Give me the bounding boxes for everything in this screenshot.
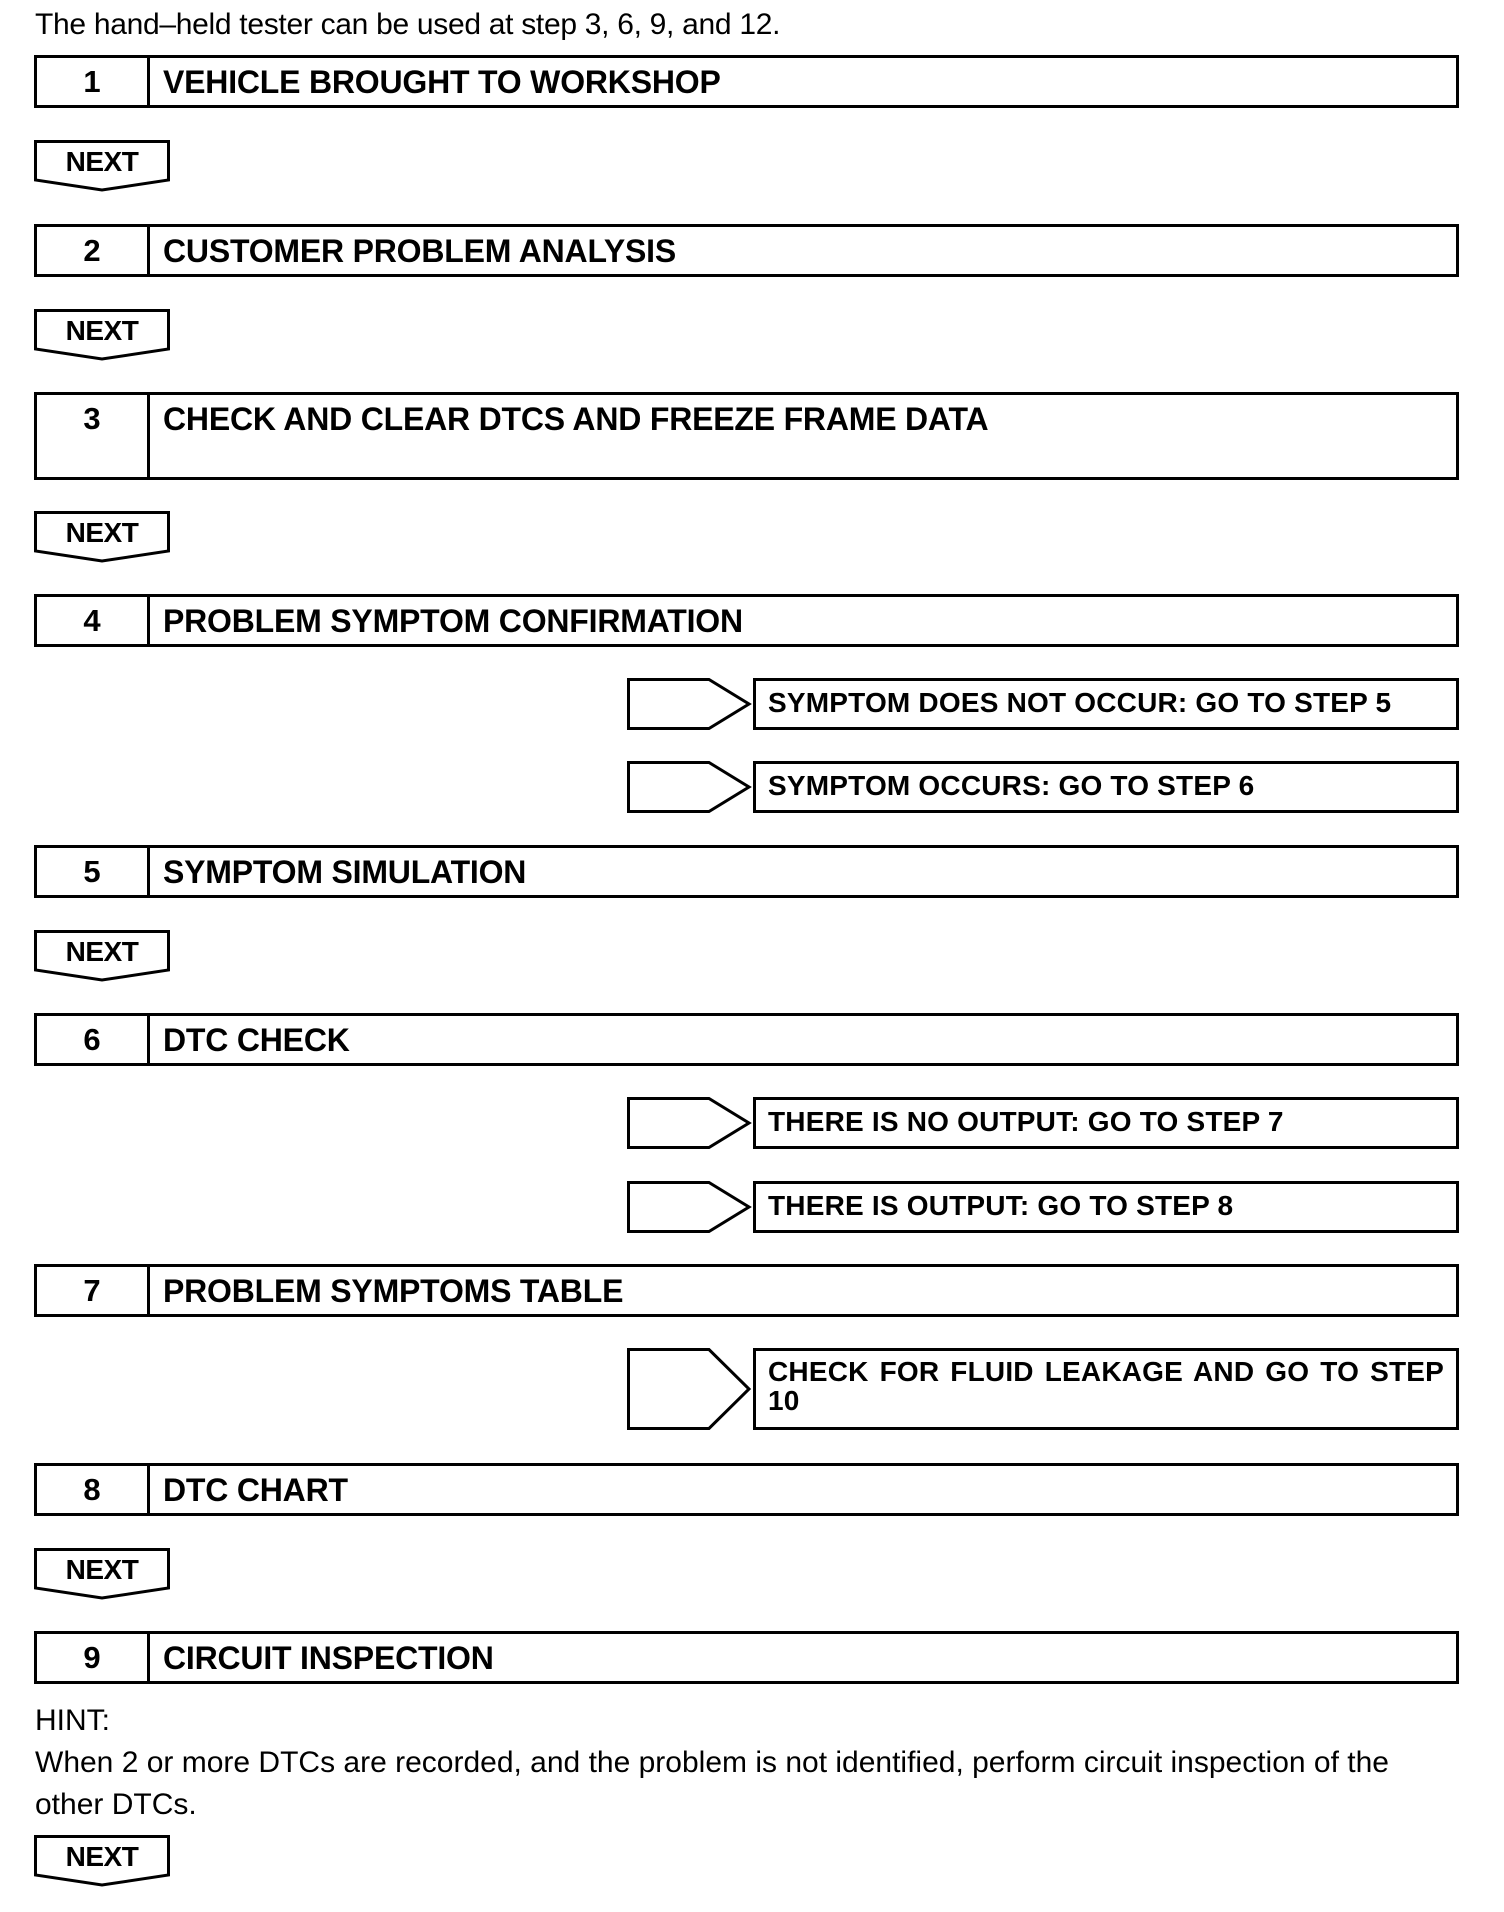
step-title: DTC CHECK <box>163 1022 350 1058</box>
next-button[interactable] <box>34 1835 170 1887</box>
step-7-box <box>34 1264 1459 1317</box>
hint-text: When 2 or more DTCs are recorded, and the problem is not identified, perform circuit inspection of the other DTCs. <box>35 1746 1389 1821</box>
step-title: PROBLEM SYMPTOMS TABLE <box>163 1273 624 1309</box>
step-number: 2 <box>37 227 150 274</box>
branch-label: THERE IS OUTPUT: GO TO STEP 8 <box>753 1181 1459 1233</box>
branch-arrow-icon <box>627 1097 753 1149</box>
step-number: 3 <box>37 395 150 477</box>
branch-label: SYMPTOM DOES NOT OCCUR: GO TO STEP 5 <box>753 678 1459 730</box>
step-4-box <box>34 594 1459 647</box>
step-2-box <box>34 224 1459 277</box>
next-button[interactable] <box>34 1548 170 1600</box>
step-number: 9 <box>37 1634 150 1681</box>
step-title: SYMPTOM SIMULATION <box>163 854 527 890</box>
step-title: PROBLEM SYMPTOM CONFIRMATION <box>163 603 743 639</box>
next-label: NEXT <box>65 146 139 177</box>
step-number: 8 <box>37 1466 150 1513</box>
step-8-box <box>34 1463 1459 1516</box>
branch-output[interactable] <box>627 1181 1459 1233</box>
next-label: NEXT <box>65 315 139 346</box>
branch-arrow-icon <box>627 678 753 730</box>
branch-arrow-icon <box>627 1348 753 1430</box>
next-label: NEXT <box>65 936 139 967</box>
next-label: NEXT <box>65 517 139 548</box>
next-button[interactable] <box>34 309 170 361</box>
step-number: 7 <box>37 1267 150 1314</box>
step-title: CUSTOMER PROBLEM ANALYSIS <box>163 233 676 269</box>
intro-text: The hand–held tester can be used at step 3, 6, 9, and 12. <box>35 8 781 41</box>
step-number: 5 <box>37 848 150 895</box>
step-title: CIRCUIT INSPECTION <box>163 1640 494 1676</box>
step-6-box <box>34 1013 1459 1066</box>
step-9-box <box>34 1631 1459 1684</box>
step-number: 6 <box>37 1016 150 1063</box>
step-title: VEHICLE BROUGHT TO WORKSHOP <box>163 64 721 100</box>
next-label: NEXT <box>65 1554 139 1585</box>
step-number: 1 <box>37 58 150 105</box>
step-3-box <box>34 392 1459 480</box>
step-number: 4 <box>37 597 150 644</box>
step-title: DTC CHART <box>163 1472 348 1508</box>
branch-symptom-does-not-occur[interactable] <box>627 678 1459 730</box>
branch-label: SYMPTOM OCCURS: GO TO STEP 6 <box>753 761 1459 813</box>
step-1-box <box>34 55 1459 108</box>
branch-no-output[interactable] <box>627 1097 1459 1149</box>
branch-label: CHECK FOR FLUID LEAKAGE AND GO TO STEP 10 <box>753 1348 1459 1430</box>
branch-symptom-occurs[interactable] <box>627 761 1459 813</box>
hint-label: HINT: <box>35 1704 110 1737</box>
branch-label: THERE IS NO OUTPUT: GO TO STEP 7 <box>753 1097 1459 1149</box>
branch-arrow-icon <box>627 761 753 813</box>
step-title: CHECK AND CLEAR DTCS AND FREEZE FRAME DATA <box>163 401 989 437</box>
next-button[interactable] <box>34 930 170 982</box>
next-button[interactable] <box>34 511 170 563</box>
next-button[interactable] <box>34 140 170 192</box>
next-label: NEXT <box>65 1841 139 1872</box>
step-5-box <box>34 845 1459 898</box>
branch-arrow-icon <box>627 1181 753 1233</box>
branch-fluid-leakage[interactable] <box>627 1348 1459 1430</box>
